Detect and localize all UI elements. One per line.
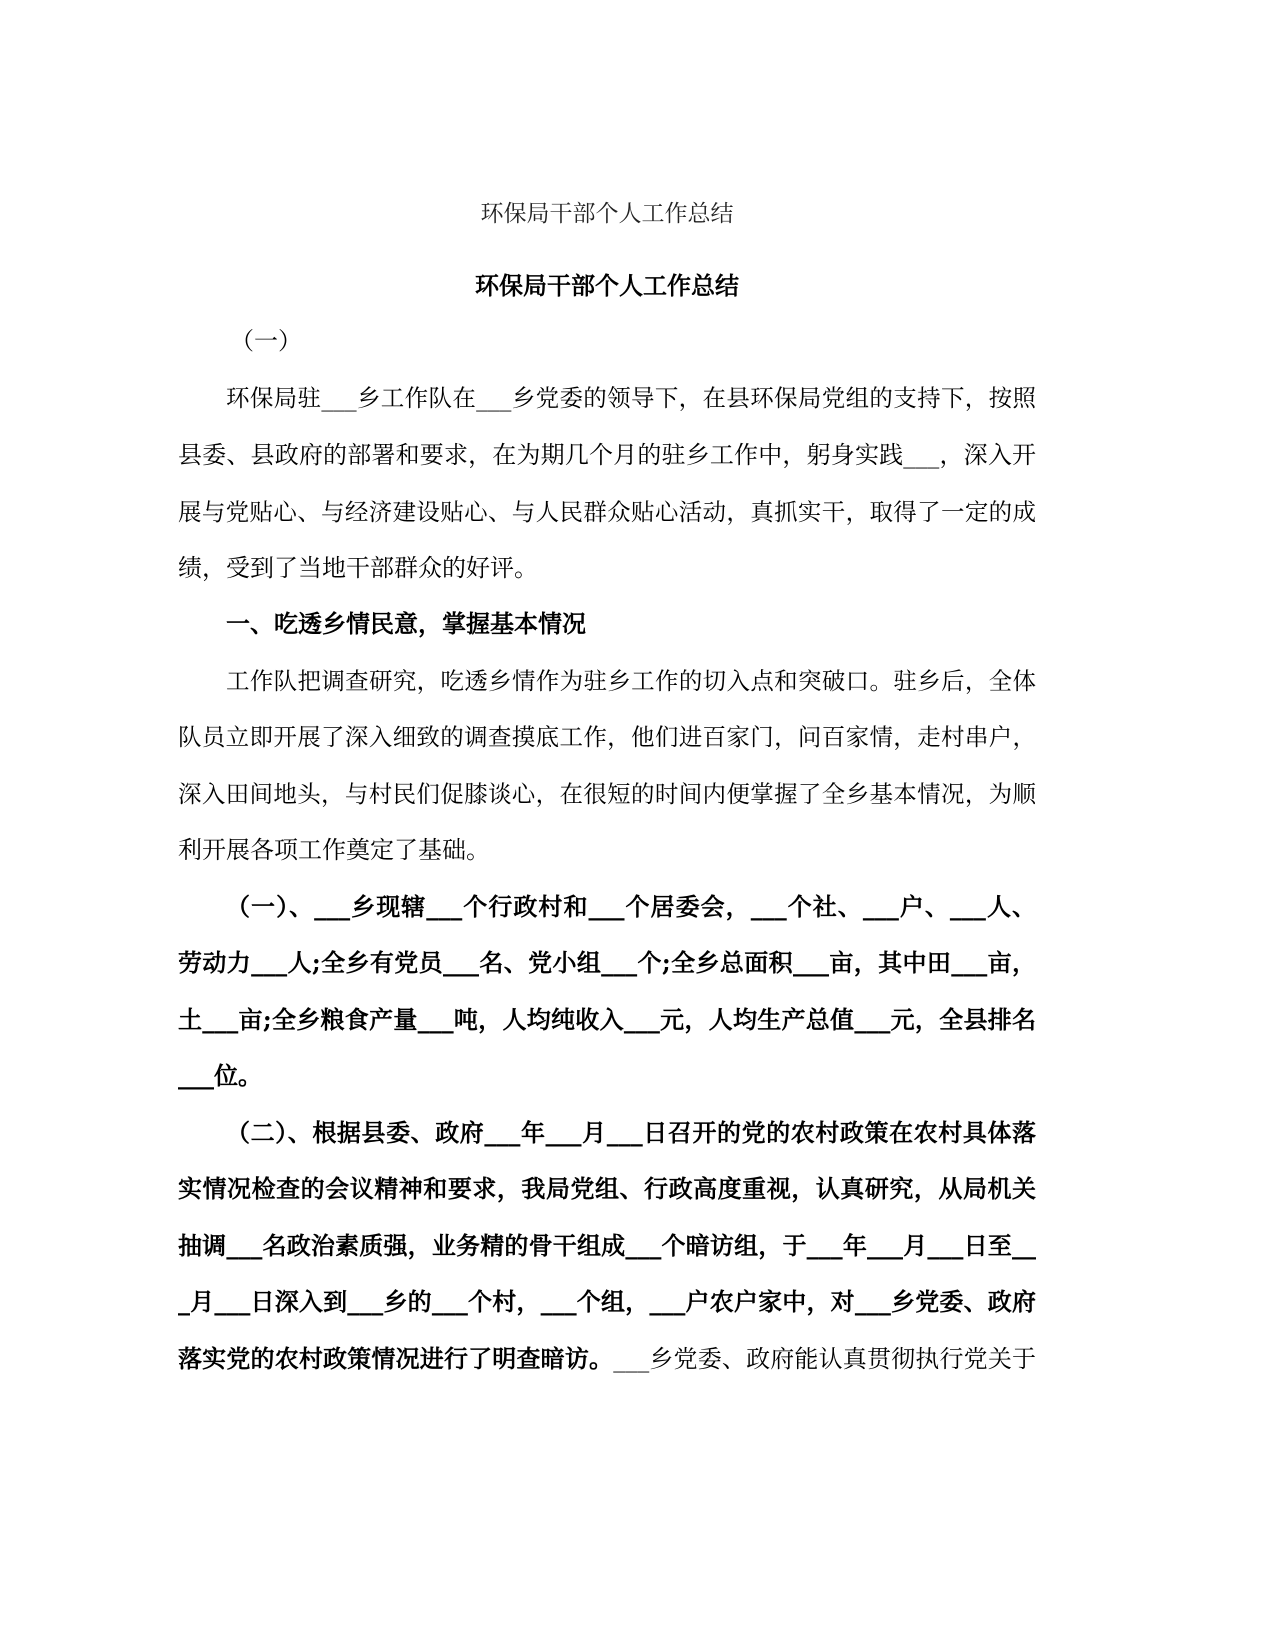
paragraph-line: ___位。 bbox=[178, 1061, 262, 1090]
paragraph-line: 工作队把调查研究，吃透乡情作为驻乡工作的切入点和突破口。驻乡后，全体 bbox=[226, 667, 1036, 695]
section-heading-1: 一、吃透乡情民意，掌握基本情况 bbox=[226, 609, 586, 638]
paragraph-line-bold-part: 落实党的农村政策情况进行了明查暗访。 bbox=[178, 1344, 614, 1373]
paragraph-line: _月___日深入到___乡的___个村，___个组，___户农户家中，对___乡党委、政府 bbox=[178, 1287, 1036, 1316]
paragraph-line-regular-part: ___乡党委、政府能认真贯彻执行党关于 bbox=[613, 1345, 1037, 1373]
paragraph-line: 队员立即开展了深入细致的调查摸底工作，他们进百家门，问百家情，走村串户， bbox=[178, 723, 1036, 751]
paragraph-line: 展与党贴心、与经济建设贴心、与人民群众贴心活动，真抓实干，取得了一定的成 bbox=[178, 498, 1036, 526]
paragraph-line: 绩，受到了当地干部群众的好评。 bbox=[178, 554, 538, 582]
document-header-title: 环保局干部个人工作总结 bbox=[480, 201, 734, 227]
paragraph-line: 利开展各项工作奠定了基础。 bbox=[178, 836, 490, 864]
section-marker: （一） bbox=[230, 327, 302, 355]
paragraph-line: 县委、县政府的部署和要求，在为期几个月的驻乡工作中，躬身实践___，深入开 bbox=[178, 441, 1036, 469]
paragraph-line: （一）、___乡现辖___个行政村和___个居委会，___个社、___户、___人、 bbox=[226, 892, 1036, 921]
paragraph-line: 深入田间地头，与村民们促膝谈心，在很短的时间内便掌握了全乡基本情况，为顺 bbox=[178, 780, 1036, 808]
paragraph-line: 劳动力___人;全乡有党员___名、党小组___个;全乡总面积___亩，其中田___亩， bbox=[178, 948, 1036, 977]
document-title: 环保局干部个人工作总结 bbox=[475, 271, 739, 300]
paragraph-line: （二）、根据县委、政府___年___月___日召开的党的农村政策在农村具体落 bbox=[226, 1118, 1036, 1147]
paragraph-line: 环保局驻___乡工作队在___乡党委的领导下，在县环保局党组的支持下，按照 bbox=[226, 384, 1036, 412]
paragraph-line bbox=[178, 1344, 1036, 1374]
paragraph-line: 抽调___名政治素质强，业务精的骨干组成___个暗访组，于___年___月___日至__ bbox=[178, 1231, 1036, 1260]
paragraph-line: 土___亩;全乡粮食产量___吨，人均纯收入___元，人均生产总值___元，全县排名 bbox=[178, 1005, 1036, 1034]
paragraph-line: 实情况检查的会议精神和要求，我局党组、行政高度重视，认真研究，从局机关 bbox=[178, 1174, 1036, 1203]
